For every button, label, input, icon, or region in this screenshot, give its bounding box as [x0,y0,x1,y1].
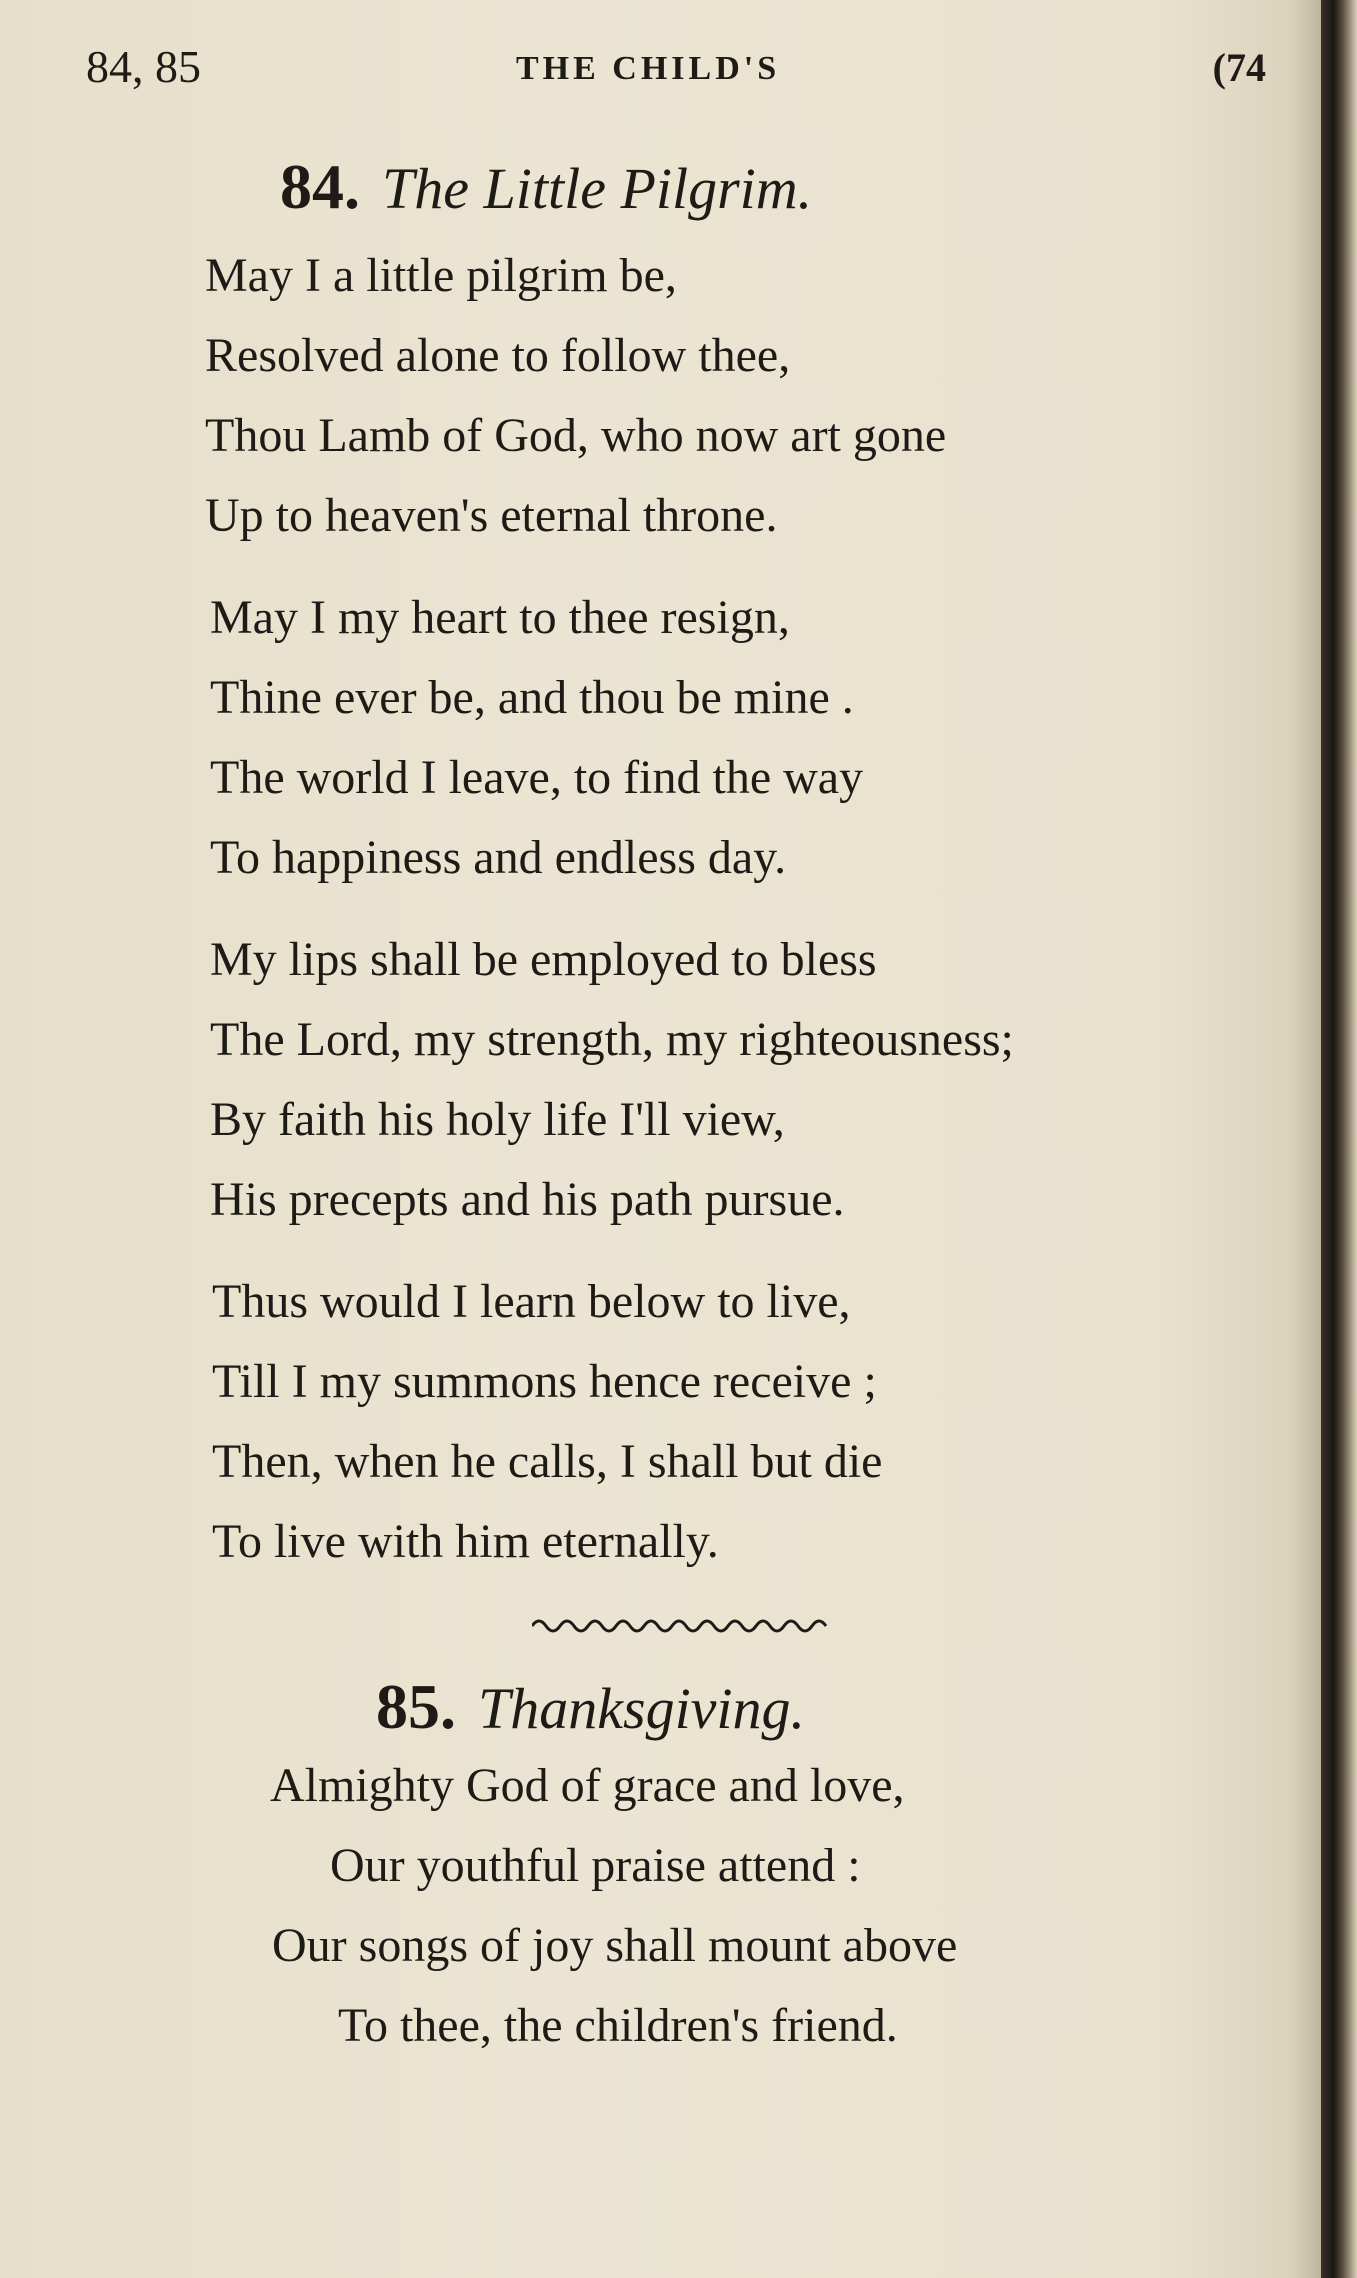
verse-line: Thine ever be, and thou be mine . [210,671,854,724]
verse-line: Resolved alone to follow thee, [205,329,791,382]
hymn-85-title: Thanksgiving. [478,1676,806,1741]
verse-line: His precepts and his path pursue. [210,1173,845,1226]
verse-line: Almighty God of grace and love, [270,1759,905,1812]
verse-line: Then, when he calls, I shall but die [212,1435,883,1488]
book-spine [1321,0,1357,2278]
verse-line: Till I my summons hence receive ; [212,1355,877,1408]
hymn-85-number: 85. [376,1671,456,1742]
verse-line: The world I leave, to find the way [210,751,864,804]
verse-line: Up to heaven's eternal throne. [205,489,778,542]
hymn-84-title: The Little Pilgrim. [382,156,813,221]
running-head [86,40,1266,100]
verse-line: May I a little pilgrim be, [205,249,677,302]
hymn-85-heading [376,1670,805,1744]
verse-line: To happiness and endless day. [210,831,787,884]
verse-line: To thee, the children's friend. [338,1999,898,2052]
verse-line: Our youthful praise attend : [330,1839,861,1892]
wavy-divider-ornament [532,1612,832,1634]
page-number: (74 [1212,45,1266,90]
hymn-84-number: 84. [280,151,360,222]
verse-line: Our songs of joy shall mount above [272,1919,958,1972]
book-title-header: THE CHILD'S [516,50,781,87]
spine-shadow [1291,0,1321,2278]
verse-line: My lips shall be employed to bless [210,933,877,986]
verse-line: May I my heart to thee resign, [210,591,790,644]
verse-line: Thou Lamb of God, who now art gone [205,409,947,462]
hymn-84-heading [280,150,812,224]
verse-line: Thus would I learn below to live, [212,1275,851,1328]
hymn-range: 84, 85 [86,41,201,92]
verse-line: The Lord, my strength, my righteousness; [210,1013,1014,1066]
verse-line: By faith his holy life I'll view, [210,1093,785,1146]
verse-line: To live with him eternally. [212,1515,719,1568]
